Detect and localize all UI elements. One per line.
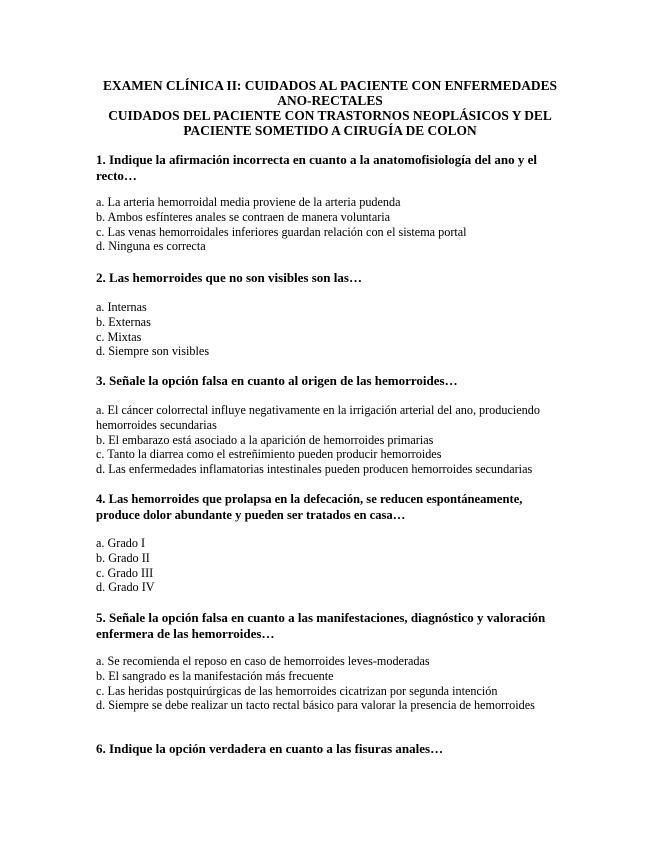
option-a: a. Grado I — [96, 536, 146, 550]
option-c: c. Las heridas postquirúrgicas de las hemorroides cicatrizan por segunda intención — [96, 683, 498, 698]
option-d: d. Las enfermedades inflamatorias intestinales pueden producen hemorroides secundarias — [96, 462, 533, 477]
option-d: d. Grado IV — [96, 580, 155, 595]
question-3-options — [96, 403, 566, 477]
option-b: b. Ambos esfínteres anales se contraen de manera voluntaria — [96, 209, 391, 224]
question-4-options — [96, 536, 566, 595]
option-a: a. Se recomienda el reposo en caso de hemorroides leves-moderadas — [96, 654, 430, 668]
option-b: b. El sangrado es la manifestación más frecuente — [96, 668, 334, 683]
option-a: a. Internas — [96, 300, 147, 314]
question-6: 6. Indique la opción verdadera en cuanto a las fisuras anales… — [96, 741, 444, 756]
exam-title — [96, 78, 564, 138]
title-line: ANO-RECTALES — [277, 93, 383, 108]
option-b: b. Externas — [96, 314, 151, 329]
question-5: 5. Señale la opción falsa en cuanto a las manifestaciones, diagnóstico y valoración enfermera de las hemorroides… — [96, 610, 546, 641]
title-line: PACIENTE SOMETIDO A CIRUGÍA DE COLON — [183, 123, 477, 138]
option-b: b. Grado II — [96, 550, 150, 565]
option-c: c. Las venas hemorroidales inferiores guardan relación con el sistema portal — [96, 224, 467, 239]
option-a: a. La arteria hemorroidal media proviene de la arteria pudenda — [96, 195, 401, 209]
option-d: d. Siempre se debe realizar un tacto rectal básico para valorar la presencia de hemorroides — [96, 698, 535, 713]
question-5-options — [96, 654, 566, 713]
title-line: EXAMEN CLÍNICA II: CUIDADOS AL PACIENTE CON ENFERMEDADES — [103, 78, 557, 93]
option-d: d. Siempre son visibles — [96, 344, 210, 359]
option-c: c. Tanto la diarrea como el estreñimiento pueden producir hemorroides — [96, 447, 442, 462]
question-1-options — [96, 195, 566, 254]
option-c: c. Grado III — [96, 565, 154, 580]
question-3: 3. Señale la opción falsa en cuanto al origen de las hemorroides… — [96, 373, 458, 388]
option-c: c. Mixtas — [96, 329, 142, 344]
question-2-options — [96, 300, 566, 359]
question-4: 4. Las hemorroides que prolapsa en la defecación, se reducen espontáneamente, produce dolor abundante y pueden ser tratados en casa… — [96, 492, 523, 522]
option-b: b. El embarazo está asociado a la aparición de hemorroides primarias — [96, 432, 434, 447]
question-1: 1. Indique la afirmación incorrecta en cuanto a la anatomofisiología del ano y el recto… — [96, 152, 538, 183]
title-line: CUIDADOS DEL PACIENTE CON TRASTORNOS NEOPLÁSICOS Y DEL — [108, 108, 552, 123]
question-2: 2. Las hemorroides que no son visibles son las… — [96, 270, 362, 285]
option-a: a. El cáncer colorrectal influye negativamente en la irrigación arterial del ano, produciendo hemorroides secundarias — [96, 403, 540, 432]
option-d: d. Ninguna es correcta — [96, 239, 206, 254]
